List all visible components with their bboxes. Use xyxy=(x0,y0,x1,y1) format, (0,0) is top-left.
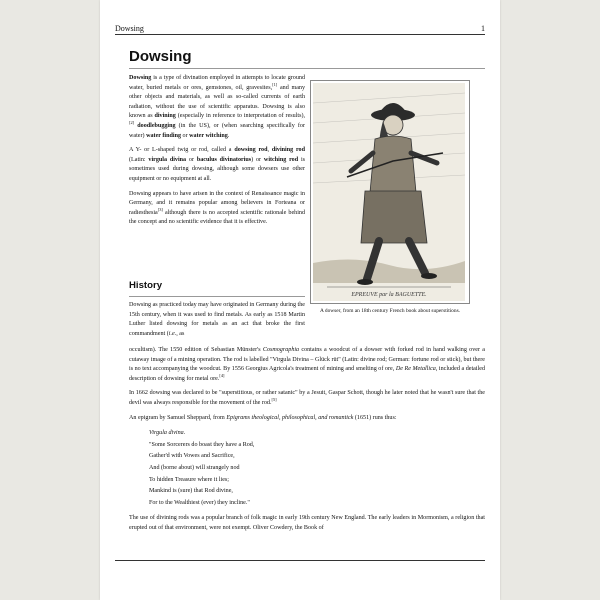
term-witching-rod: witching rod xyxy=(263,156,299,163)
footer-divider xyxy=(115,560,485,561)
work-title-epigrams: Epigrams theological, philosophical, and romantick xyxy=(226,414,354,421)
work-title-de-re-metallica: De Re Metallica xyxy=(395,366,436,373)
intro-paragraph-3: Dowsing appears to have arisen in the context of Renaissance magic in Germany, and it remains popular among believers in Forteana or radiesthesia[3] although there is no accepted scientific rationale behind the concept and no scientific evidence that it is effective. xyxy=(129,190,305,226)
poem-line: "Some Sorcerers do boast they have a Rod, xyxy=(149,441,255,448)
dowser-figure xyxy=(310,80,470,315)
document-page xyxy=(100,0,500,600)
term-dowsing-rod: dowsing rod xyxy=(234,147,268,154)
history-paragraph-2: In 1662 dowsing was declared to be "superstitious, or rather satanic" by a Jesuit, Gaspar Schott, though he later noted that he wasn't sure that the devil was always responsible for the movement of the rod.[5] xyxy=(129,390,485,406)
engraving-label: EPREUVE par la BAGUETTE. xyxy=(351,292,427,298)
poem-block xyxy=(129,428,485,509)
reference-link[interactable]: [3] xyxy=(157,206,163,212)
history-section-wide xyxy=(129,346,485,539)
reference-link[interactable]: [5] xyxy=(271,396,277,402)
intro-paragraph-2: A Y- or L-shaped twig or rod, called a dowsing rod, divining rod (Latin: virgula divina or baculus divinatorius) or witching rod is sometimes used during dowsing, although some dowsers use other equipment or no equipment at all. xyxy=(129,147,306,182)
title-divider xyxy=(129,68,485,69)
running-header-title: Dowsing xyxy=(115,24,144,33)
term-doodlebugging: doodlebugging xyxy=(137,122,176,129)
history-paragraph-3: An epigram by Samuel Sheppard, from Epigrams theological, philosophical, and romantick (1651) runs thus: xyxy=(129,414,397,421)
history-paragraph-1-cont: occultism). The 1550 edition of Sebastian Münster's Cosmographia contains a woodcut of a dowser with forked rod in hand walking over a cutaway image of a mining operation. The rod is labelled "Virgula Divina – Glück rüt" (Latin: divine rod; German: fortune rod or stick), but there is no text accompanying the woodcut. By 1556 Georgius Agricola's treatment of mining and smelting of ore, De Re Metallica, included a detailed description of dowsing for metal ore.[4] xyxy=(129,347,486,382)
history-section-narrow xyxy=(129,301,305,344)
poem-line: Mankind is (sure) that Rod divine, xyxy=(149,488,233,495)
poem-title: Virgula divina. xyxy=(149,430,186,437)
reference-link[interactable]: [1] xyxy=(272,81,278,87)
term-dowsing: Dowsing xyxy=(129,75,152,81)
poem-line: For to the Wealthiest (ever) they incline." xyxy=(149,499,250,506)
history-paragraph-1: Dowsing as practiced today may have originated in Germany during the 15th century, when it was used to find metals. As early as 1518 Martin Luther listed dowsing for metals as an act that broke the first commandment (i.e., as xyxy=(129,302,305,337)
dowser-engraving-image xyxy=(313,83,465,301)
work-title-cosmographia: Cosmographia xyxy=(262,347,300,353)
article-title: Dowsing xyxy=(129,48,192,65)
poem-line: Gather'd with Vowes and Sacrifice, xyxy=(149,453,235,460)
reference-link[interactable]: [4] xyxy=(219,372,225,378)
reference-link[interactable]: [2] xyxy=(129,119,135,125)
term-water-finding: water finding xyxy=(146,132,182,139)
term-virgula-divina: virgula divina xyxy=(148,156,187,163)
running-header xyxy=(115,24,485,35)
section-heading-history: History xyxy=(129,280,163,291)
history-paragraph-4: The use of divining rods was a popular branch of folk magic in early 19th century New England. The early leaders in Mormonism, a religion that erupted out of that environment, were not exempt. Oliver Cowdery, the Book of xyxy=(129,515,485,531)
term-divining: divining xyxy=(154,113,176,120)
section-divider xyxy=(129,296,305,297)
term-water-witching: water witching xyxy=(189,132,228,139)
term-baculus-divinatorius: baculus divinatorius xyxy=(196,156,252,163)
poem-line: And (borne about) will strangely nod xyxy=(149,464,240,471)
page-number: 1 xyxy=(481,24,485,33)
term-divining-rod: divining rod xyxy=(271,147,305,154)
intro-section xyxy=(129,74,305,233)
poem-line: To hidden Treasure where it lies; xyxy=(149,476,229,483)
figure-caption: A dowser, from an 18th century French book about superstitions. xyxy=(319,308,461,314)
figure-frame xyxy=(310,80,470,304)
intro-paragraph-1: Dowsing is a type of divination employed in attempts to locate ground water, buried metals or ores, gemstones, oil, gravesites,[1] and many other objects and materials, as well as so-called currents of earth radiation, without the use of scientific apparatus. Dowsing is also known as divining (especially in reference to interpretation of results),[2] doodlebugging (in the US), or (when searching specifically for water) water finding or water witching. xyxy=(129,75,305,139)
